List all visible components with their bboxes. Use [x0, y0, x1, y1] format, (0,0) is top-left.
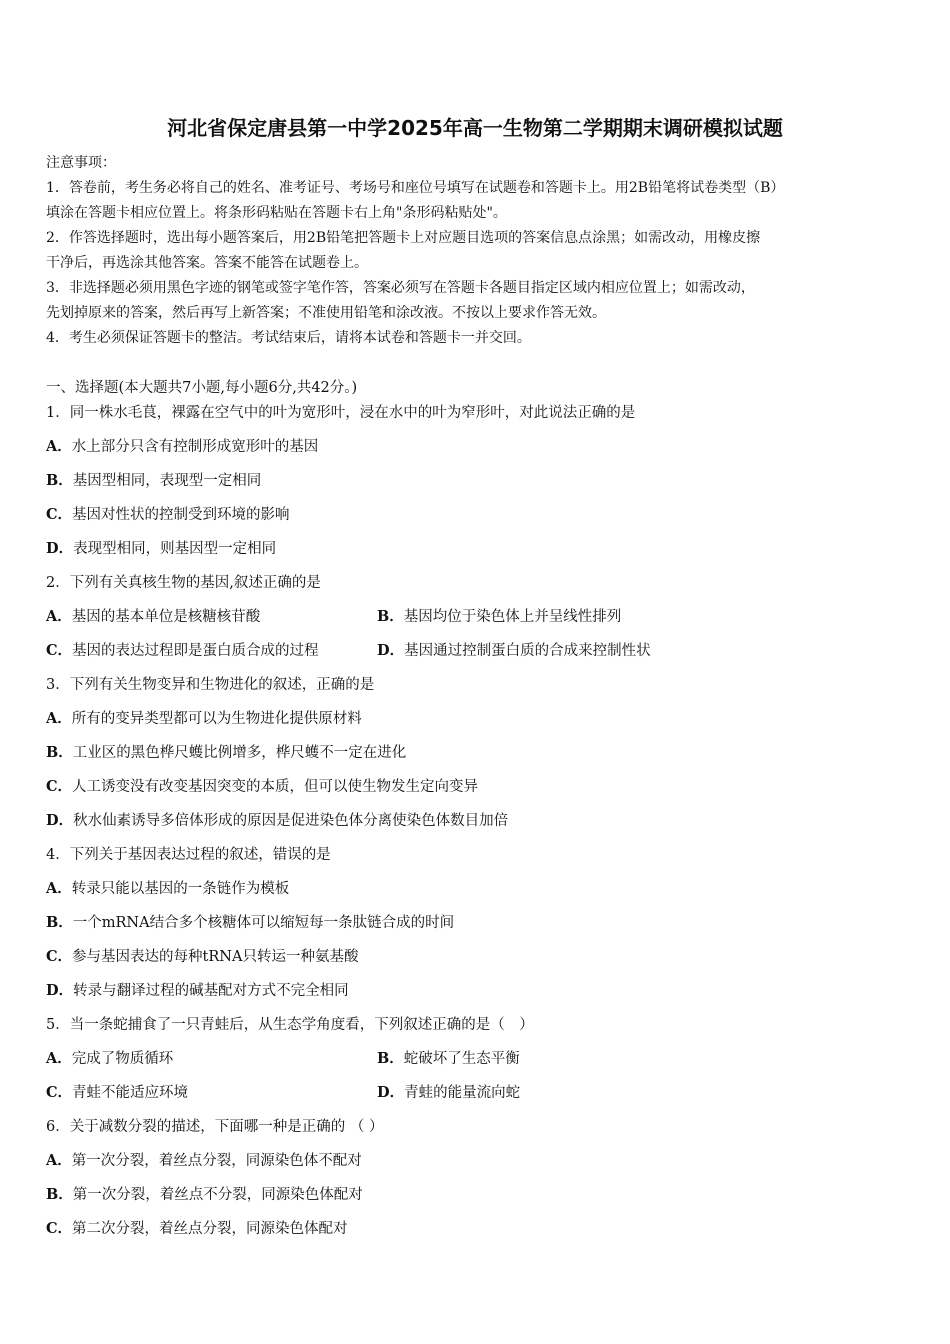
option-text: 第一次分裂，着丝点不分裂，同源染色体配对: [72, 1187, 363, 1203]
option: [46, 877, 289, 898]
option: [46, 503, 290, 524]
option: [46, 911, 454, 932]
option-text: 一个mRNA结合多个核糖体可以缩短每一条肽链合成的时间: [72, 915, 455, 931]
option-text: 基因型相同，表现型一定相同: [72, 473, 262, 489]
option: [377, 639, 651, 660]
option-text: 基因通过控制蛋白质的合成来控制性状: [404, 643, 651, 659]
option-label: D．: [46, 540, 74, 557]
option-text: 人工诱变没有改变基因突变的本质，但可以使生物发生定向变异: [72, 779, 479, 795]
option-label: C．: [46, 642, 73, 659]
option: [46, 435, 318, 456]
question-stem: 1．同一株水毛茛，裸露在空气中的叶为宽形叶，浸在水中的叶为窄形叶，对此说法正确的是: [46, 405, 636, 421]
question-stem: 6．关于减数分裂的描述，下面哪一种是正确的 （ ）: [46, 1119, 384, 1135]
option-label: C．: [46, 506, 73, 523]
option-label: D．: [377, 1084, 405, 1101]
option-label: C．: [46, 948, 73, 965]
option: [46, 707, 362, 728]
option: [46, 945, 358, 966]
notice-line: 3．非选择题必须用黑色字迹的钢笔或签字笔作答，答案必须写在答题卡各题目指定区域内相应位置上；如需改动，: [46, 280, 755, 296]
option-text: 第二次分裂，着丝点分裂，同源染色体配对: [72, 1221, 348, 1237]
option-text: 水上部分只含有控制形成宽形叶的基因: [71, 439, 319, 455]
option-text: 参与基因表达的每种tRNA只转运一种氨基酸: [72, 949, 359, 965]
option-label: D．: [46, 982, 74, 999]
option-text: 基因的基本单位是核糖核苷酸: [71, 609, 261, 625]
option: [46, 605, 260, 626]
option-label: B．: [46, 744, 73, 761]
option-label: A．: [46, 1152, 72, 1169]
option: [46, 537, 276, 558]
option-label: B．: [377, 1050, 404, 1067]
notice-line: 干净后，再选涂其他答案。答案不能答在试题卷上。: [46, 255, 368, 271]
notice-line: 4．考生必须保证答题卡的整洁。考试结束后，请将本试卷和答题卡一并交回。: [46, 330, 531, 346]
option-label: A．: [46, 1050, 72, 1067]
option: [46, 1081, 188, 1102]
option-text: 蛇破坏了生态平衡: [403, 1051, 520, 1067]
option-text: 完成了物质循环: [71, 1051, 174, 1067]
option-text: 青蛙不能适应环境: [72, 1085, 189, 1101]
option-text: 基因均位于染色体上并呈线性排列: [403, 609, 622, 625]
option-label: B．: [46, 472, 73, 489]
question-stem: 3．下列有关生物变异和生物进化的叙述，正确的是: [46, 677, 375, 693]
option-text: 基因的表达过程即是蛋白质合成的过程: [72, 643, 319, 659]
notice-line: 2．作答选择题时，选出每小题答案后，用2B铅笔把答题卡上对应题目选项的答案信息点涂黑；如需改动，用橡皮擦: [46, 230, 761, 246]
option: [46, 979, 349, 1000]
option-text: 第一次分裂，着丝点分裂，同源染色体不配对: [71, 1153, 362, 1169]
option-label: A．: [46, 880, 72, 897]
option-text: 基因对性状的控制受到环境的影响: [72, 507, 290, 523]
option-text: 秋水仙素诱导多倍体形成的原因是促进染色体分离使染色体数目加倍: [73, 813, 509, 829]
notice-line: 1．答卷前，考生务必将自己的姓名、准考证号、考场号和座位号填写在试题卷和答题卡上。用2B铅笔将试卷类型（B）: [46, 180, 785, 196]
option-text: 转录只能以基因的一条链作为模板: [71, 881, 290, 897]
notice-line: 填涂在答题卡相应位置上。将条形码粘贴在答题卡右上角"条形码粘贴处"。: [46, 205, 507, 221]
exam-title: 河北省保定唐县第一中学2025年高一生物第二学期期末调研模拟试题: [167, 116, 783, 140]
notice-line: 先划掉原来的答案，然后再写上新答案；不准使用铅笔和涂改液。不按以上要求作答无效。: [46, 305, 606, 321]
option-text: 表现型相同，则基因型一定相同: [73, 541, 277, 557]
question-stem: 2．下列有关真核生物的基因,叙述正确的是: [46, 575, 321, 591]
option-label: A．: [46, 710, 72, 727]
option-text: 所有的变异类型都可以为生物进化提供原材料: [71, 711, 362, 727]
option: [377, 605, 621, 626]
option: [46, 1047, 173, 1068]
option-label: C．: [46, 1084, 73, 1101]
option: [46, 1149, 362, 1170]
option: [46, 775, 478, 796]
option-label: A．: [46, 608, 72, 625]
option: [46, 741, 406, 762]
option-text: 青蛙的能量流向蛇: [404, 1085, 521, 1101]
option: [46, 809, 508, 830]
question-stem: 5．当一条蛇捕食了一只青蛙后，从生态学角度看，下列叙述正确的是（ ）: [46, 1017, 534, 1033]
option-label: D．: [46, 812, 74, 829]
option-label: B．: [46, 1186, 73, 1203]
option-label: B．: [46, 914, 73, 931]
option-label: D．: [377, 642, 405, 659]
option-text: 工业区的黑色桦尺蠖比例增多，桦尺蠖不一定在进化: [72, 745, 407, 761]
question-stem: 4．下列关于基因表达过程的叙述，错误的是: [46, 847, 331, 863]
option: [46, 639, 319, 660]
option: [377, 1081, 520, 1102]
option-label: B．: [377, 608, 404, 625]
option-label: C．: [46, 778, 73, 795]
option: [46, 469, 261, 490]
option-text: 转录与翻译过程的碱基配对方式不完全相同: [73, 983, 349, 999]
option: [46, 1217, 348, 1238]
section-heading: 一、选择题(本大题共7小题,每小题6分,共42分。): [46, 380, 358, 396]
option-label: A．: [46, 438, 72, 455]
option-label: C．: [46, 1220, 73, 1237]
option: [377, 1047, 520, 1068]
notice-heading: 注意事项：: [46, 155, 116, 171]
option: [46, 1183, 363, 1204]
